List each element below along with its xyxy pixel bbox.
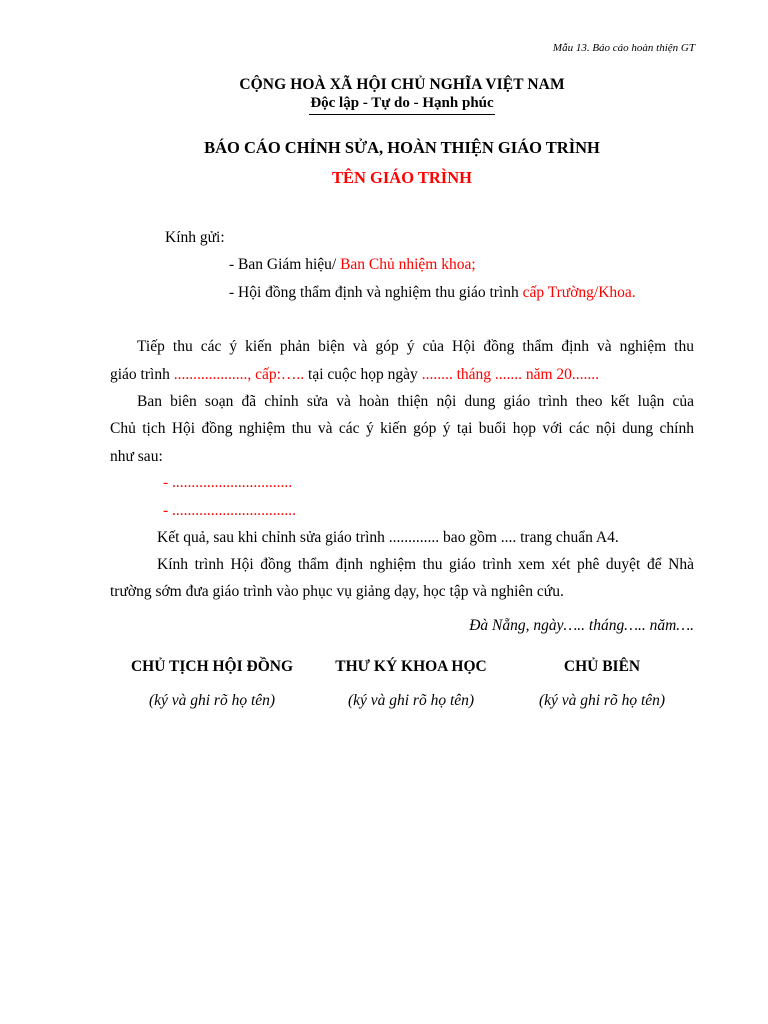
recipient-2-text: - Hội đồng thẩm định và nghiệm thu giáo trình: [229, 284, 523, 301]
form-code: Mẫu 13. Báo cáo hoàn thiện GT: [552, 42, 695, 54]
recipient-1-highlight: Ban Chủ nhiệm khoa;: [336, 256, 476, 273]
content-bullet-1: - ...............................: [163, 474, 293, 491]
paragraph-1-line-2: [110, 366, 599, 384]
signature-role-chairman: CHỦ TỊCH HỘI ĐỒNG: [130, 658, 294, 675]
recipient-1-text: - Ban Giám hiệu/: [229, 256, 337, 273]
signature-role-chief-editor: CHỦ BIÊN: [563, 658, 641, 675]
report-title: BÁO CÁO CHỈNH SỬA, HOÀN THIỆN GIÁO TRÌNH: [204, 138, 600, 157]
paragraph-2-line-2: Chủ tịch Hội đồng nghiệm thu và các ý kiến góp ý tại buổi họp với các nội dung chính: [110, 420, 694, 437]
greeting: Kính gửi:: [165, 229, 225, 246]
result-line: Kết quả, sau khi chỉnh sửa giáo trình ............. bao gồm .... trang chuẩn A4.: [157, 529, 619, 546]
signature-note-chairman: (ký và ghi rõ họ tên): [148, 692, 276, 709]
recipient-2-highlight: cấp Trường/Khoa.: [522, 284, 636, 301]
paragraph-1-text-a: giáo trình: [110, 366, 174, 383]
motto-underline: [309, 114, 495, 115]
signature-note-secretary: (ký và ghi rõ họ tên): [347, 692, 475, 709]
recipient-2: [229, 284, 636, 302]
signature-note-chief-editor: (ký và ghi rõ họ tên): [538, 692, 666, 709]
textbook-name-placeholder: TÊN GIÁO TRÌNH: [332, 168, 472, 187]
content-bullet-2: - ................................: [163, 502, 297, 519]
request-line-1: Kính trình Hội đồng thẩm định nghiệm thu giáo trình xem xét phê duyệt để Nhà: [157, 556, 694, 573]
signature-role-secretary: THƯ KÝ KHOA HỌC: [335, 658, 487, 675]
place-date: Đà Nẵng, ngày….. tháng….. năm….: [469, 617, 694, 634]
textbook-level-blank: ..................., cấp:…..: [173, 366, 305, 383]
national-title: CỘNG HOÀ XÃ HỘI CHỦ NGHĨA VIỆT NAM: [239, 76, 565, 93]
paragraph-1-text-b: tại cuộc họp ngày: [304, 366, 422, 383]
request-line-2: trường sớm đưa giáo trình vào phục vụ giảng dạy, học tập và nghiên cứu.: [110, 583, 564, 600]
meeting-date-blank: ........ tháng ....... năm 20.......: [421, 366, 600, 383]
recipient-1: [229, 256, 476, 274]
paragraph-1-line-1: Tiếp thu các ý kiến phản biện và góp ý của Hội đồng thẩm định và nghiệm thu: [137, 338, 694, 355]
national-motto: Độc lập - Tự do - Hạnh phúc: [310, 95, 494, 111]
paragraph-2-line-3: như sau:: [110, 448, 163, 465]
paragraph-2-line-1: Ban biên soạn đã chỉnh sửa và hoàn thiện nội dung giáo trình theo kết luận của: [137, 393, 694, 410]
